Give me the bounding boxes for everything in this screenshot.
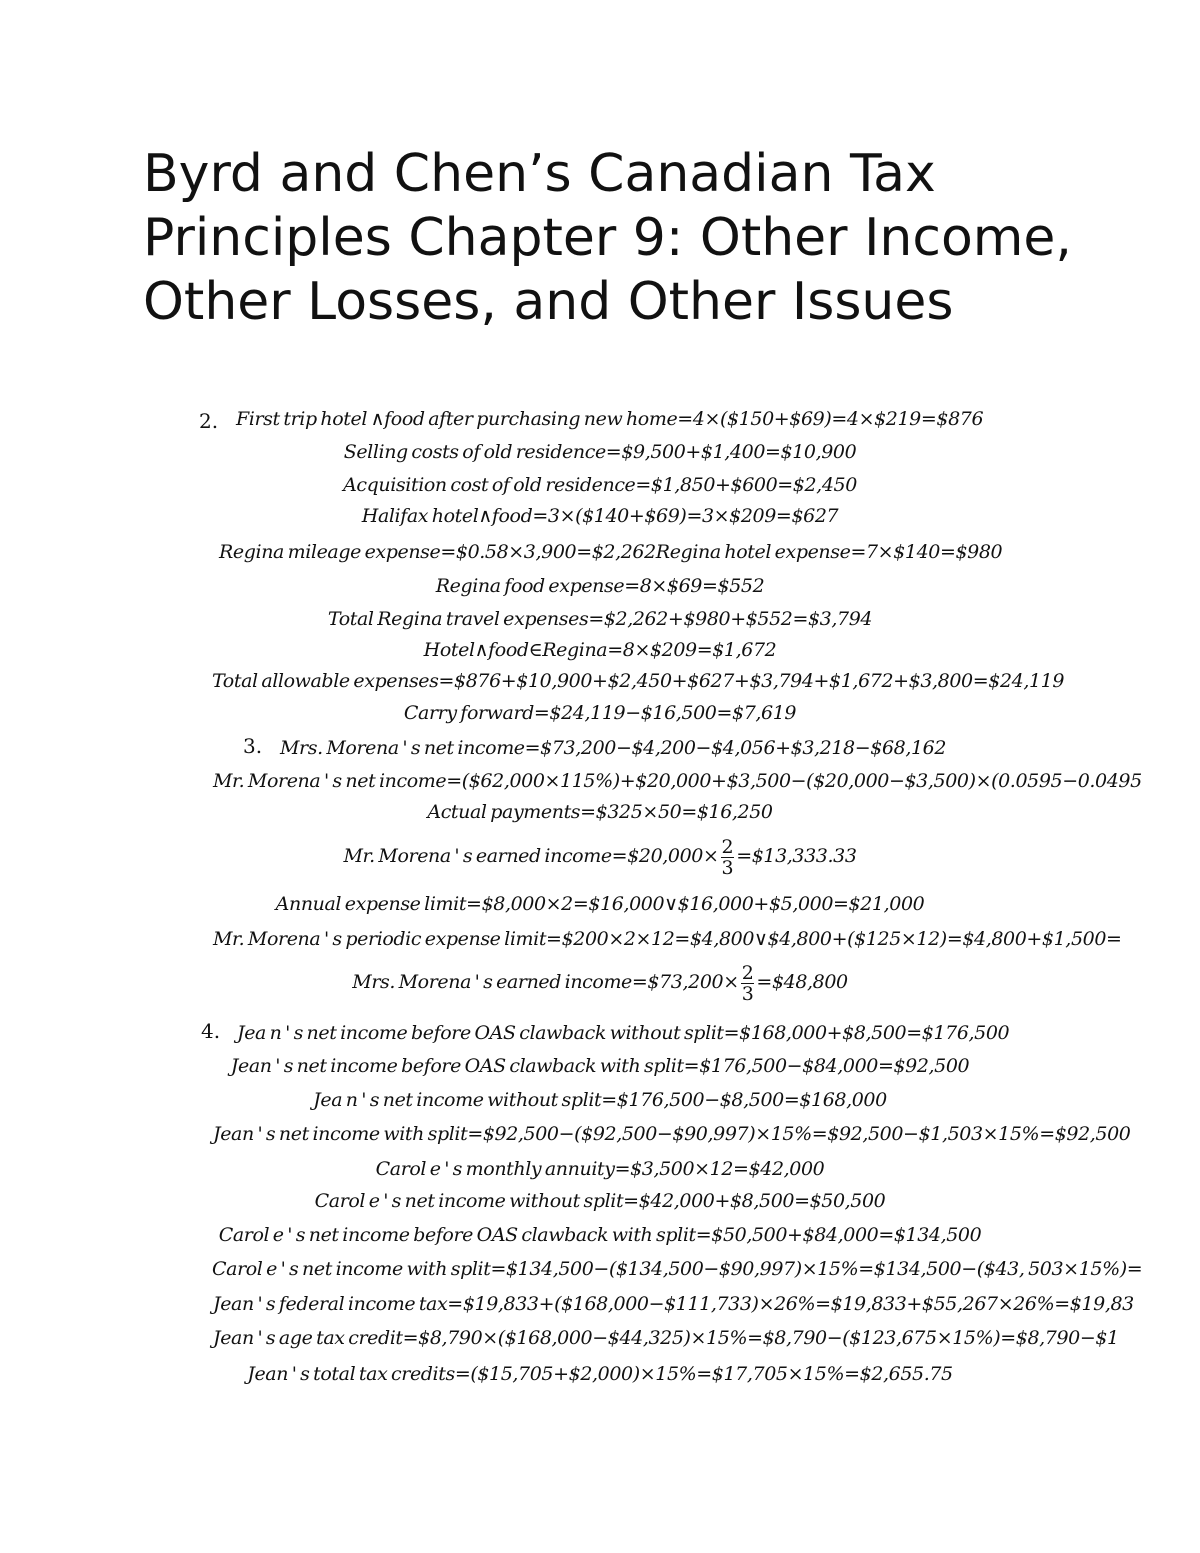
equation-line: Annual expense limit=$8,000×2=$16,000∨$16,000+$5,000=$21,000 — [275, 893, 925, 915]
equation-line: Regina mileage expense=$0.58×3,900=$2,262Regina hotel expense=7×$140=$980 — [219, 541, 1003, 563]
equation-line: Jean ' s total tax credits=($15,705+$2,000)×15%=$17,705×15%=$2,655.75 — [247, 1363, 953, 1385]
equation-line: Total allowable expenses=$876+$10,900+$2,450+$627+$3,794+$1,672+$3,800=$24,119 — [212, 670, 1065, 692]
equation-line: Halifax hotel∧food=3×($140+$69)=3×$209=$627 — [361, 505, 839, 527]
fraction-two-thirds — [721, 837, 735, 878]
equation-text: =$48,800 — [756, 971, 848, 993]
equation-line: Jean ' s federal income tax=$19,833+($168,000−$111,733)×26%=$19,833+$55,267×26%=$19,83 — [213, 1293, 1134, 1315]
fraction-denominator: 3 — [741, 982, 754, 1005]
equation-line: Actual payments=$325×50=$16,250 — [427, 801, 773, 823]
fraction-two-thirds — [741, 963, 755, 1004]
question-4-number: 4. — [201, 1019, 221, 1043]
equation-line: Carol e ' s net income before OAS clawback with split=$50,500+$84,000=$134,500 — [218, 1224, 982, 1246]
equation-line: Mrs. Morena ' s net income=$73,200−$4,200−$4,056+$3,218−$68,162 — [280, 737, 947, 759]
equation-line: Jea n ' s net income before OAS clawback without split=$168,000+$8,500=$176,500 — [237, 1022, 1010, 1044]
fraction-numerator: 2 — [741, 961, 754, 984]
question-3-number: 3. — [243, 734, 263, 758]
equation-line: Jean ' s net income before OAS clawback with split=$176,500−$84,000=$92,500 — [230, 1055, 970, 1077]
equation-line: Jean ' s net income with split=$92,500−($92,500−$90,997)×15%=$92,500−$1,503×15%=$92,500 — [213, 1123, 1131, 1145]
equation-line: Acquisition cost of old residence=$1,850+$600=$2,450 — [343, 474, 857, 496]
equation-line: Mr. Morena ' s periodic expense limit=$200×2×12=$4,800∨$4,800+($125×12)=$4,800+$1,500= — [213, 928, 1122, 950]
equation-line: Selling costs of old residence=$9,500+$1,400=$10,900 — [343, 441, 857, 463]
equation-line: Carry forward=$24,119−$16,500=$7,619 — [403, 702, 797, 724]
question-2-number: 2. — [199, 409, 219, 433]
equation-line: Jean ' s age tax credit=$8,790×($168,000−$44,325)×15%=$8,790−($123,675×15%)=$8,790−$1 — [213, 1327, 1119, 1349]
equation-line: Regina food expense=8×$69=$552 — [435, 575, 765, 597]
equation-line: Carol e ' s net income without split=$42,000+$8,500=$50,500 — [314, 1190, 886, 1212]
equation-line: Total Regina travel expenses=$2,262+$980+$552=$3,794 — [327, 608, 873, 630]
equation-line: Carol e ' s monthly annuity=$3,500×12=$42,000 — [375, 1158, 825, 1180]
equation-line-fraction — [0, 958, 1200, 1006]
fraction-denominator: 3 — [721, 856, 734, 879]
equation-text: =$13,333.33 — [736, 845, 857, 867]
fraction-numerator: 2 — [721, 835, 734, 858]
equation-line-fraction — [0, 832, 1200, 880]
equation-line: First trip hotel ∧food after purchasing new home=4×($150+$69)=4×$219=$876 — [236, 408, 984, 430]
equation-line: Hotel∧food∈Regina=8×$209=$1,672 — [423, 639, 777, 661]
equation-text: Mr. Morena ' s earned income=$20,000× — [343, 845, 719, 867]
document-title: Byrd and Chen’s Canadian Tax Principles Chapter 9: Other Income, Other Losses, and Other Issues — [143, 144, 1072, 332]
equation-text: Mrs. Morena ' s earned income=$73,200× — [352, 971, 739, 993]
equation-line: Carol e ' s net income with split=$134,500−($134,500−$90,997)×15%=$134,500−($43, 503×15%)= — [212, 1258, 1143, 1280]
equation-line: Jea n ' s net income without split=$176,500−$8,500=$168,000 — [313, 1089, 887, 1111]
equation-line: Mr. Morena ' s net income=($62,000×115%)+$20,000+$3,500−($20,000−$3,500)×(0.0595−0.0495 — [213, 770, 1142, 792]
